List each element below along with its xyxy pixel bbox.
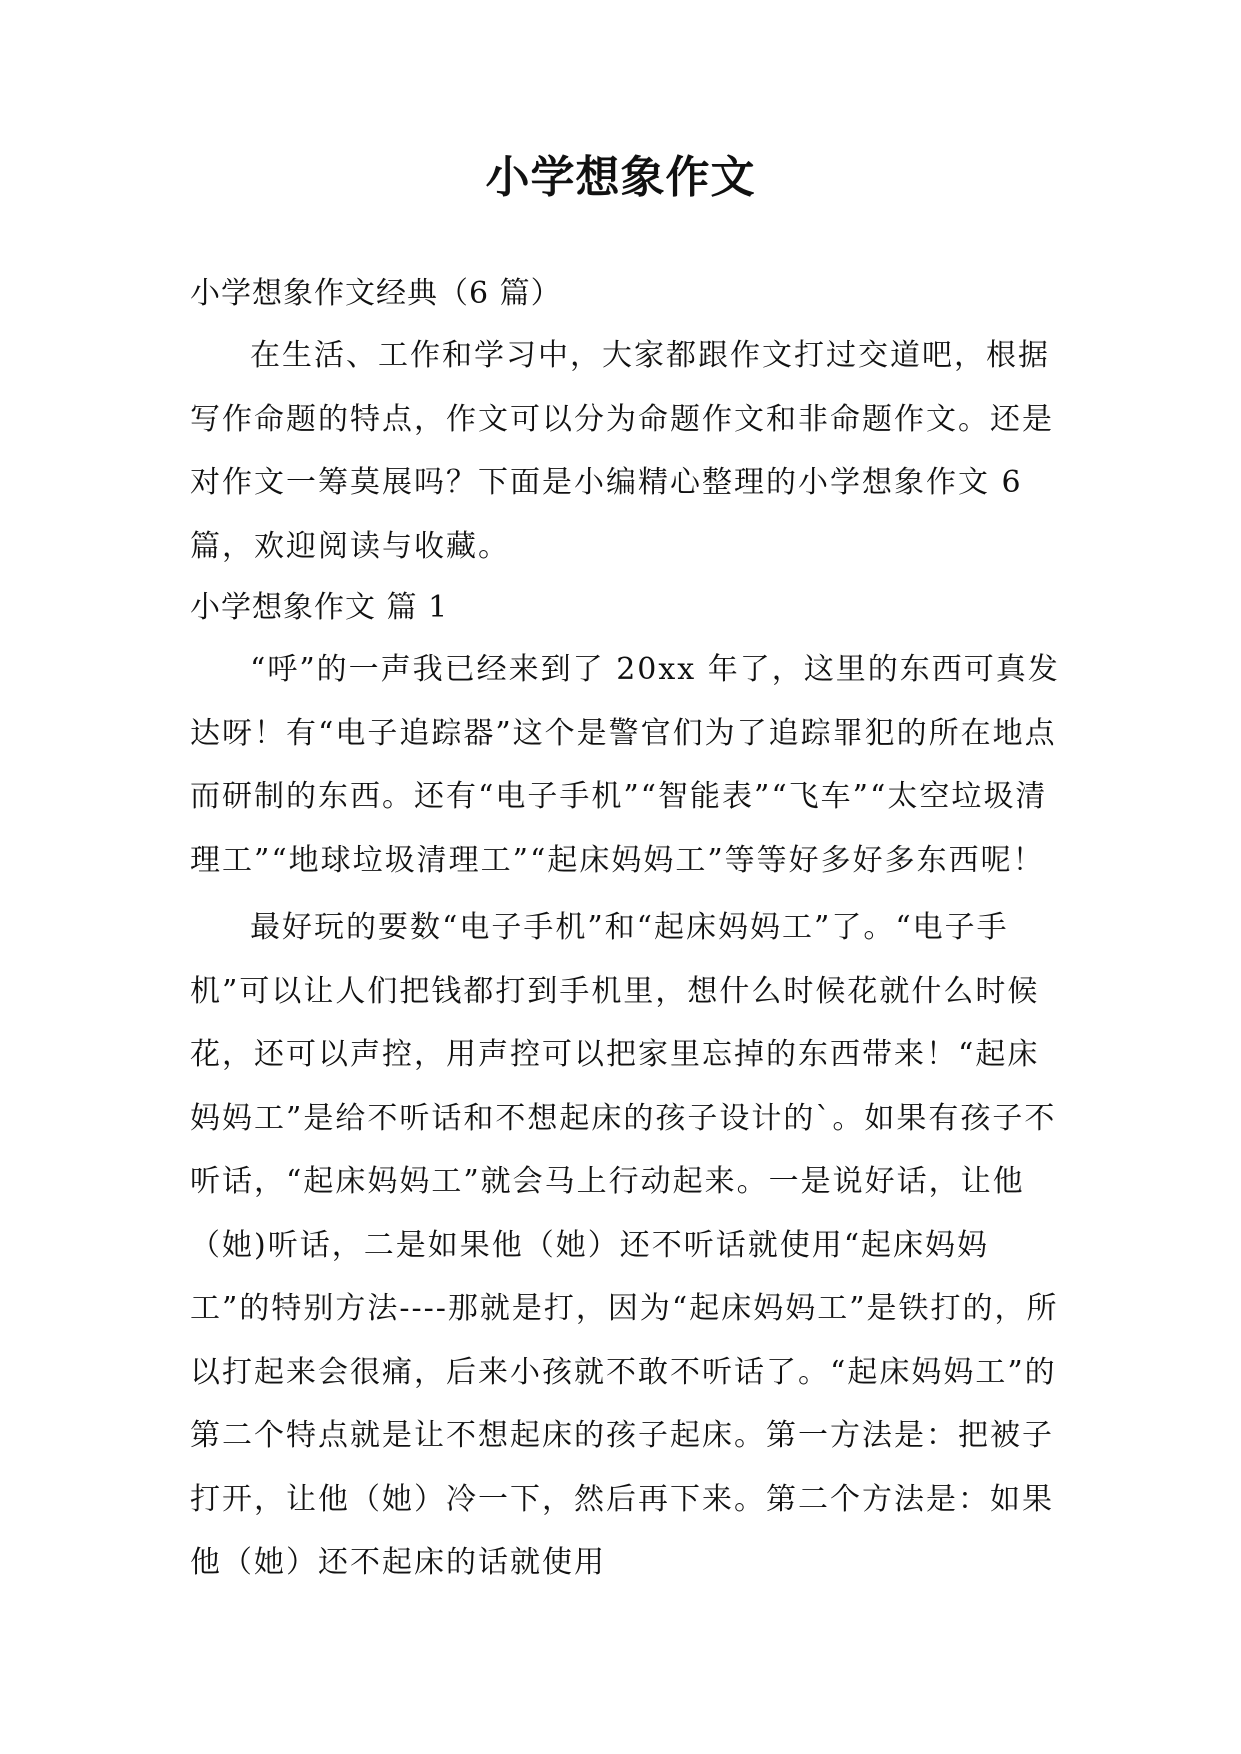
intro-paragraph: 在生活、工作和学习中，大家都跟作文打过交道吧，根据写作命题的特点，作文可以分为命题作文和非命题作文。还是对作文一筹莫展吗？下面是小编精心整理的小学想象作文 6 篇，欢迎阅读与收藏。 xyxy=(190,338,1054,564)
section-heading-1: 小学想象作文 篇 1 xyxy=(190,590,449,625)
body-paragraph: “呼”的一声我已经来到了 20xx 年了，这里的东西可真发达呀！有“电子追踪器”这个是警官们为了追踪罪犯的所在地点而研制的东西。还有“电子手机”“智能表”“飞车”“太空垃圾清理工”“地球垃圾清理工”“起床妈妈工”等等好多好多东西呢！ xyxy=(190,652,1060,878)
document-title: 小学想象作文 xyxy=(485,152,756,203)
document-subtitle: 小学想象作文经典（6 篇） xyxy=(190,276,562,311)
body-paragraph: 最好玩的要数“电子手机”和“起床妈妈工”了。“电子手机”可以让人们把钱都打到手机里，想什么时候花就什么时候花，还可以声控，用声控可以把家里忘掉的东西带来！“起床妈妈工”是给不听话和不想起床的孩子设计的`。如果有孩子不听话，“起床妈妈工”就会马上行动起来。一是说好话，让他（她)听话，二是如果他（她）还不听话就使用“起床妈妈工”的特别方法----那就是打，因为“起床妈妈工”是铁打的，所以打起来会很痛，后来小孩就不敢不听话了。“起床妈妈工”的第二个特点就是让不想起床的孩子起床。第一方法是：把被子打开，让他（她）冷一下，然后再下来。第二个方法是：如果他（她）还不起床的话就使用 xyxy=(190,910,1059,1580)
document-body xyxy=(190,264,1070,1595)
